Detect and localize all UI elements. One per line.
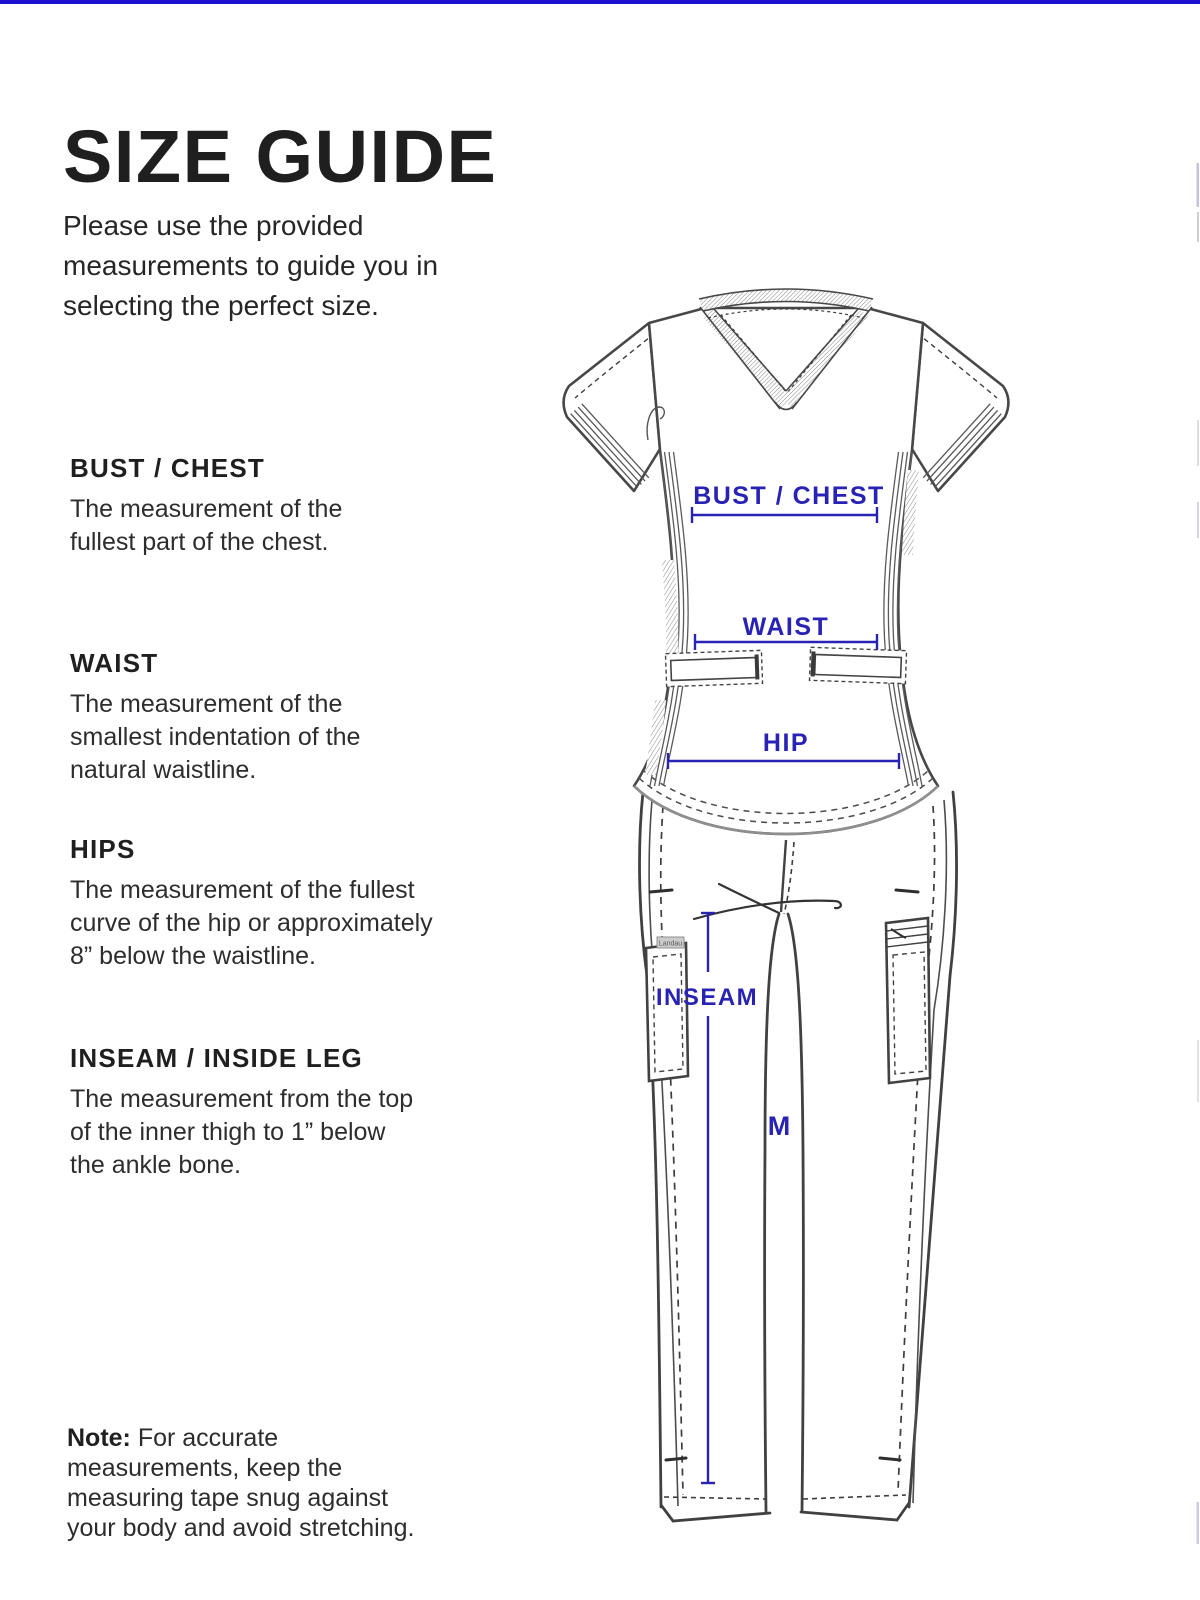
section-heading: WAIST <box>70 648 159 678</box>
intro-text: Please use the provided measurements to guide you in selecting the perfect size. <box>63 210 439 321</box>
seam-tick-mark <box>896 890 918 892</box>
note-label: Note: <box>67 1424 131 1452</box>
pants-left-inner-seam <box>765 914 779 1511</box>
waist-label: WAIST <box>742 613 830 641</box>
section-heading: INSEAM / INSIDE LEG <box>70 1043 363 1073</box>
note-body: For accurate measurements, keep the measuring tape snug against your body and avoid stretching. <box>67 1424 415 1542</box>
pants-left-hem-stitch <box>664 1497 767 1499</box>
seam-tick-mark <box>666 1458 686 1460</box>
section-body: The measurement of the fullest part of the chest. <box>70 495 343 556</box>
drawstring <box>719 884 779 913</box>
pants-right-inner-seam <box>788 914 803 1511</box>
drawstring <box>694 901 841 919</box>
seam-tick-mark <box>650 890 672 892</box>
bust-label: BUST / CHEST <box>693 482 885 510</box>
pants-left-second-seam <box>649 800 678 1506</box>
right-sleeve <box>912 323 1009 491</box>
right-cargo-pocket <box>886 918 930 1083</box>
right-welt-pocket <box>809 647 906 683</box>
section-heading: BUST / CHEST <box>70 453 265 483</box>
hip-label: HIP <box>762 729 810 757</box>
scrub-pants-drawing <box>640 792 957 1521</box>
inseam-label: INSEAM <box>655 984 759 1011</box>
edge-artifacts <box>1197 163 1200 1544</box>
page-title: SIZE GUIDE <box>63 114 498 198</box>
pants-right-hem <box>801 1503 909 1520</box>
size-letter-label: M <box>767 1111 791 1141</box>
section-body: The measurement from the top of the inner thigh to 1” below the ankle bone. <box>70 1085 414 1179</box>
section-body: The measurement of the fullest curve of the hip or approximately 8” below the waistline. <box>70 876 433 970</box>
seam-tick-mark <box>880 1458 900 1460</box>
pants-right-hem-stitch <box>803 1495 906 1499</box>
left-sleeve <box>563 323 660 491</box>
section-body: The measurement of the smallest indentation of the natural waistline. <box>70 690 361 784</box>
section-heading: HIPS <box>70 834 136 864</box>
pants-left-hem <box>661 1505 770 1521</box>
brand-tag-text: Landau <box>658 940 683 948</box>
left-welt-pocket <box>665 650 762 686</box>
pants-left-dashed-seam <box>658 806 683 1495</box>
